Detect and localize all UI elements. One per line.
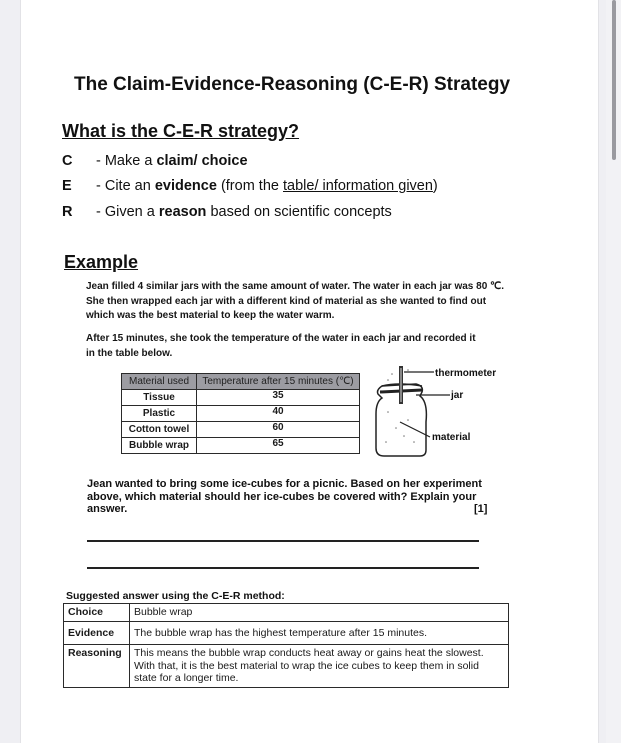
cer-prefix: - Cite an (96, 178, 155, 194)
suggested-answer-heading: Suggested answer using the C-E-R method: (66, 590, 285, 602)
cer-description (96, 178, 438, 194)
jar-label: jar (451, 390, 464, 401)
cer-description (96, 153, 248, 169)
column-header-temperature: Temperature after 15 minutes (℃) (197, 374, 360, 390)
table-header-row (122, 374, 360, 390)
cer-keyword: reason (158, 204, 207, 220)
answer-value-evidence: The bubble wrap has the highest temperature after 15 minutes. (130, 621, 509, 645)
table-row (122, 390, 360, 406)
suggested-answer-table (63, 603, 509, 688)
document-title: The Claim-Evidence-Reasoning (C-E-R) Strategy (74, 74, 511, 95)
section-heading-example: Example (64, 252, 139, 272)
column-header-material: Material used (122, 374, 197, 390)
cer-item-reasoning (62, 204, 522, 222)
temperature-cell: 60 (197, 422, 360, 438)
example-paragraph-2: After 15 minutes, she took the temperature of the water in each jar and recorded it in the table below. (86, 333, 476, 359)
question-marks: [1] (474, 503, 488, 515)
cer-prefix: - Make a (96, 153, 157, 169)
answer-key-evidence: Evidence (64, 621, 130, 645)
cer-suffix: (from the (216, 178, 283, 194)
table-row (122, 406, 360, 422)
table-row (64, 604, 509, 622)
table-row (122, 422, 360, 438)
answer-line[interactable] (87, 540, 479, 542)
answer-line[interactable] (87, 567, 479, 569)
table-row (122, 438, 360, 454)
scrollbar-thumb[interactable] (612, 0, 616, 160)
thermometer-icon (399, 366, 403, 404)
temperature-cell: 35 (197, 390, 360, 406)
answer-key-reasoning: Reasoning (64, 645, 130, 688)
example-paragraph-1: Jean filled 4 similar jars with the same amount of water. The water in each jar was 80 ℃. She then wrapped each jar with a different kind of material as she wanted to find out which was the best material to keep the water warm. (86, 281, 505, 321)
answer-value-reasoning: This means the bubble wrap conducts heat away or gains heat the slowest. With that, it is the best material to wrap the ice cubes to keep them in solid state for a longer time. (130, 645, 509, 688)
thermometer-label: thermometer (435, 368, 497, 379)
table-row (64, 645, 509, 688)
temperature-cell: 40 (197, 406, 360, 422)
section-heading-what-is-cer: What is the C-E-R strategy? (62, 121, 300, 141)
material-label: material (432, 432, 471, 443)
cer-item-claim (62, 153, 522, 171)
cer-keyword: claim/ choice (156, 153, 248, 169)
answer-key-choice: Choice (64, 604, 130, 622)
material-cell: Plastic (122, 406, 197, 422)
cer-letter: R (62, 204, 73, 220)
cer-item-evidence (62, 178, 522, 196)
temperature-table (121, 373, 360, 454)
temperature-cell: 65 (197, 438, 360, 454)
cer-tail: ) (432, 178, 438, 194)
cer-description (96, 204, 392, 220)
cer-underlined: table/ information given (283, 178, 433, 194)
cer-letter: C (62, 153, 73, 169)
material-cell: Bubble wrap (122, 438, 197, 454)
cer-keyword: evidence (154, 178, 217, 194)
cer-suffix: based on scientific concepts (206, 204, 392, 220)
answer-value-choice: Bubble wrap (130, 604, 509, 622)
table-row (64, 621, 509, 645)
material-cell: Tissue (122, 390, 197, 406)
question-text: Jean wanted to bring some ice-cubes for a picnic. Based on her experiment above, which material should her ice-cubes be covered with? Explain your answer. (87, 478, 482, 515)
cer-letter: E (62, 178, 72, 194)
material-cell: Cotton towel (122, 422, 197, 438)
cer-prefix: - Given a (96, 204, 159, 220)
